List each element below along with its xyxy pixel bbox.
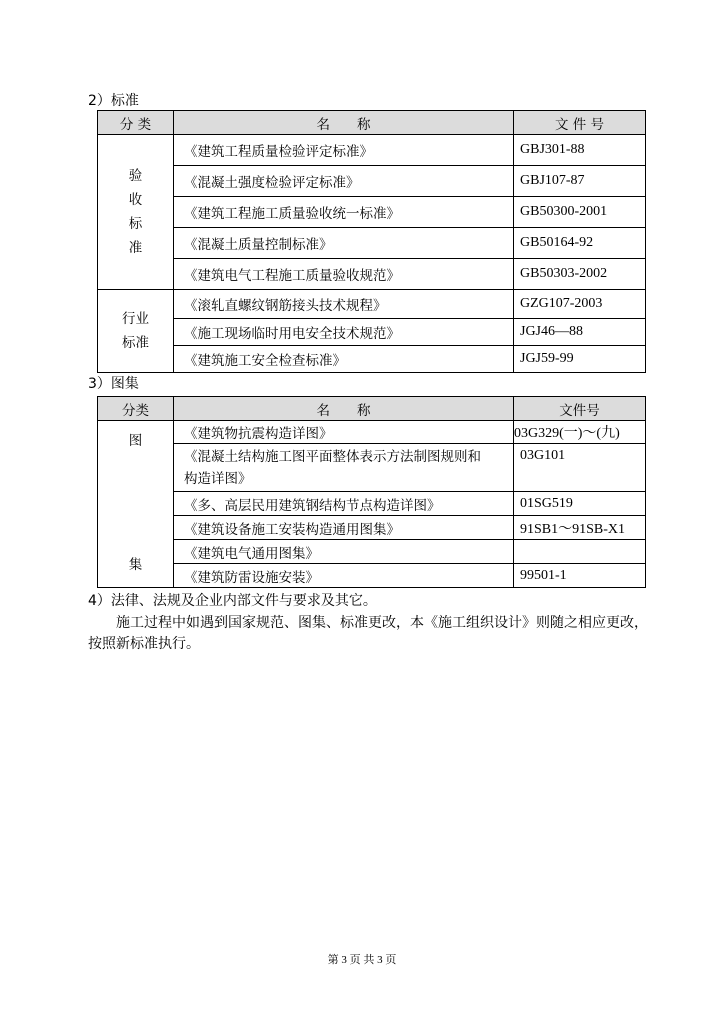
header-name: 名 称 <box>174 111 514 135</box>
standard-name: 《混凝土质量控制标准》 <box>174 228 514 259</box>
table-header-row <box>98 397 646 421</box>
table-row <box>98 197 646 228</box>
standard-name: 《混凝土强度检验评定标准》 <box>174 166 514 197</box>
table-row <box>98 228 646 259</box>
category-industry-standards: 行业 标准 <box>98 290 174 373</box>
table-row <box>98 346 646 373</box>
standard-code: GB50300-2001 <box>514 197 646 228</box>
atlas-code <box>514 540 646 564</box>
category-atlas-top: 图 <box>98 421 174 516</box>
table-row <box>98 421 646 444</box>
page-footer: 第 3 页 共 3 页 <box>327 954 397 966</box>
closing-paragraph: 施工过程中如遇到国家规范、图集、标准更改，本《施工组织设计》则随之相应更改， 按照新标准执行。 <box>88 615 648 652</box>
atlas-code: 03G101 <box>514 444 646 492</box>
atlas-name: 《建筑防雷设施安装》 <box>174 564 514 588</box>
atlas-name: 《建筑电气通用图集》 <box>174 540 514 564</box>
standard-code: GBJ107-87 <box>514 166 646 197</box>
standard-code: JGJ46—88 <box>514 319 646 346</box>
table-row <box>98 166 646 197</box>
table-header-row <box>98 111 646 135</box>
table-row <box>98 135 646 166</box>
header-name: 名 称 <box>174 397 514 421</box>
table-row <box>98 564 646 588</box>
atlas-name: 《建筑设备施工安装构造通用图集》 <box>174 516 514 540</box>
standard-name: 《建筑施工安全检查标准》 <box>174 346 514 373</box>
table-row <box>98 444 646 492</box>
atlas-code: 01SG519 <box>514 492 646 516</box>
standard-code: GB50164-92 <box>514 228 646 259</box>
standards-heading: 2）标准 <box>88 93 139 109</box>
standard-code: GB50303-2002 <box>514 259 646 290</box>
standard-code: GBJ301-88 <box>514 135 646 166</box>
standard-code: JGJ59-99 <box>514 346 646 373</box>
table-row <box>98 540 646 564</box>
atlas-code: 99501-1 <box>514 564 646 588</box>
standard-name: 《施工现场临时用电安全技术规范》 <box>174 319 514 346</box>
table-row <box>98 319 646 346</box>
atlas-code: 03G329(一)～(九) <box>514 421 646 444</box>
category-atlas-bottom: 集 <box>98 516 174 588</box>
table-row <box>98 516 646 540</box>
standards-table <box>97 110 646 373</box>
atlas-name: 《混凝土结构施工图平面整体表示方法制图规则和 构造详图》 <box>174 444 514 492</box>
table-row <box>98 290 646 319</box>
table-row <box>98 259 646 290</box>
standard-name: 《建筑电气工程施工质量验收规范》 <box>174 259 514 290</box>
atlas-code: 91SB1～91SB-X1 <box>514 516 646 540</box>
standard-name: 《滚轧直螺纹钢筋接头技术规程》 <box>174 290 514 319</box>
atlas-table <box>97 396 646 588</box>
standard-code: GZG107-2003 <box>514 290 646 319</box>
table-row <box>98 492 646 516</box>
header-code: 文件号 <box>514 397 646 421</box>
standard-name: 《建筑工程质量检验评定标准》 <box>174 135 514 166</box>
laws-heading: 4）法律、法规及企业内部文件与要求及其它。 <box>88 593 377 609</box>
header-category: 分类 <box>98 397 174 421</box>
category-acceptance-standards: 验 收 标 准 <box>98 135 174 290</box>
header-code: 文 件 号 <box>514 111 646 135</box>
atlas-name: 《多、高层民用建筑钢结构节点构造详图》 <box>174 492 514 516</box>
header-category: 分 类 <box>98 111 174 135</box>
standard-name: 《建筑工程施工质量验收统一标准》 <box>174 197 514 228</box>
atlas-name: 《建筑物抗震构造详图》 <box>174 421 514 444</box>
atlas-heading: 3）图集 <box>88 376 139 392</box>
